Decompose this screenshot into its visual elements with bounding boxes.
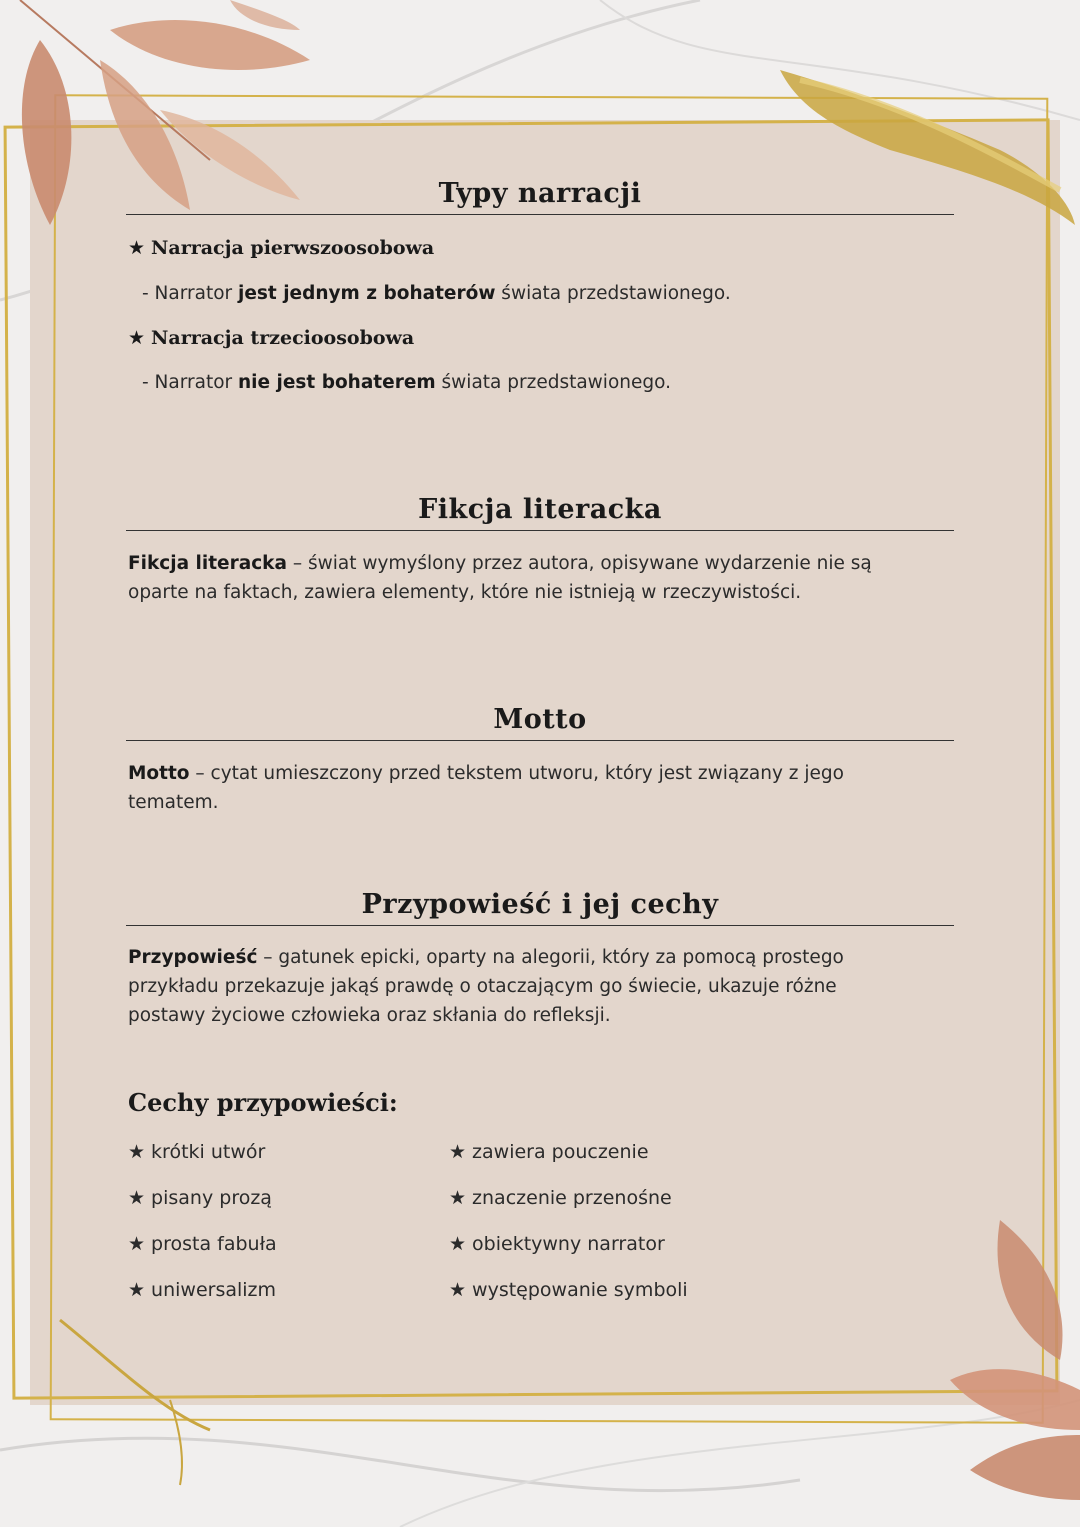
star-icon: ★ [128,1233,146,1255]
list-item: ★ zawiera pouczenie [449,1141,649,1163]
star-icon: ★ [449,1187,467,1209]
star-icon: ★ [128,237,146,259]
narracja-pierwszoosobowa-text: - Narrator jest jednym z bohaterów świata przedstawionego. [142,283,731,304]
features-list-left [128,1137,277,1321]
section-title-fikcja: Fikcja literacka [126,494,954,531]
star-icon: ★ [128,327,146,349]
heading-narracja-pierwszoosobowa: ★ Narracja pierwszoosobowa [128,237,435,259]
list-item: ★ znaczenie przenośne [449,1187,672,1209]
star-icon: ★ [449,1141,467,1163]
list-item: ★ prosta fabuła [128,1233,277,1255]
section-title-motto: Motto [126,704,954,741]
przypowiesc-definition: Przypowieść – gatunek epicki, oparty na alegorii, który za pomocą prostego przykładu przekazuje jakąś prawdę o otaczającym go świecie, ukazuje różne postawy życiowe człowieka oraz skłania do refleksji. [128,947,844,1026]
heading-narracja-trzecioosobowa: ★ Narracja trzecioosobowa [128,327,415,349]
list-item: ★ krótki utwór [128,1141,266,1163]
star-icon: ★ [128,1141,146,1163]
section-title-narracja: Typy narracji [126,178,954,215]
section-title-przypowiesc: Przypowieść i jej cechy [126,889,954,926]
list-item: ★ pisany prozą [128,1187,272,1209]
star-icon: ★ [449,1279,467,1301]
list-item: ★ obiektywny narrator [449,1233,665,1255]
star-icon: ★ [449,1233,467,1255]
features-heading: Cechy przypowieści: [128,1088,398,1117]
gold-sprig-bottom-left [50,1310,240,1490]
list-item: ★ uniwersalizm [128,1279,277,1301]
star-icon: ★ [128,1187,146,1209]
motto-definition: Motto – cytat umieszczony przed tekstem utworu, który jest związany z jego tematem. [128,763,844,813]
leaf-decoration-bottom-right [930,1220,1080,1527]
star-icon: ★ [128,1279,146,1301]
fikcja-definition: Fikcja literacka – świat wymyślony przez autora, opisywane wydarzenie nie są oparte na faktach, zawiera elementy, które nie istnieją w rzeczywistości. [128,553,872,603]
narracja-trzecioosobowa-text: - Narrator nie jest bohaterem świata przedstawionego. [142,372,671,393]
features-list-right [449,1137,688,1321]
list-item: ★ występowanie symboli [449,1279,688,1301]
